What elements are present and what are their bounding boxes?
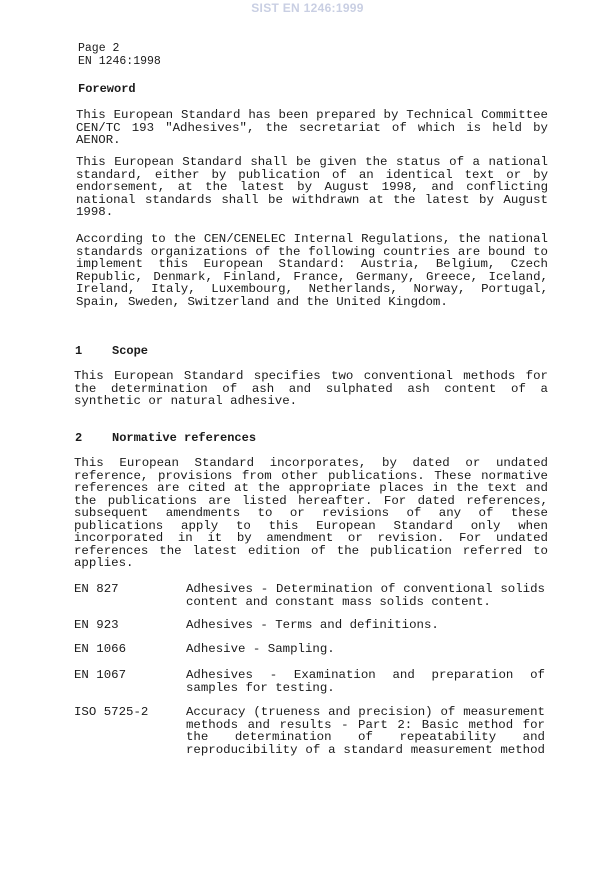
reference-code: ISO 5725-2 — [74, 705, 149, 719]
foreword-paragraph-3: According to the CEN/CENELEC Internal Regulations, the national standards organizations of the following countries are bound to implement this European Standard: Austria, Belgium, Czech Republic, Denmark, Finland, France, Germany, Greece, Iceland, Ireland, Italy, Luxembourg, Netherlands, Norway, Portugal, Spain, Sweden, Switzerland and the United Kingdom. — [76, 232, 548, 309]
watermark: SIST EN 1246:1999 — [251, 1, 364, 15]
reference-code: EN 1067 — [74, 668, 127, 682]
document-id: EN 1246:1998 — [78, 55, 161, 68]
foreword-paragraph-2: This European Standard shall be given the status of a national standard, either by publication of an identical text or by endorsement, at the latest by August 1998, and conflicting national standards shall be withdrawn at the latest by August 1998. — [76, 155, 548, 219]
reference-title: Adhesives - Examination and preparation of samples for testing. — [186, 668, 545, 695]
reference-title: Adhesives - Determination of conventional solids content and constant mass solids content. — [186, 582, 545, 609]
reference-code: EN 827 — [74, 582, 119, 596]
foreword-heading: Foreword — [78, 82, 136, 96]
scope-number: 1 — [75, 344, 83, 358]
scope-heading: Scope — [112, 344, 149, 358]
reference-title: Adhesive - Sampling. — [186, 642, 335, 656]
scope-text: This European Standard specifies two conventional methods for the determination of ash and sulphated ash content of a synthetic or natural adhesive. — [74, 369, 548, 408]
reference-code: EN 1066 — [74, 642, 127, 656]
normative-heading: Normative references — [112, 431, 257, 445]
normative-number: 2 — [75, 431, 83, 445]
page-number: Page 2 — [78, 42, 120, 55]
normative-text: This European Standard incorporates, by dated or undated reference, provisions from other publications. These normative references are cited at the appropriate places in the text and the publications are listed hereafter. For dated references, subsequent amendments to or revisions of any of these publications apply to this European Standard only when incorporated in it by amendment or revision. For undated references the latest edition of the publication referred to applies. — [74, 456, 548, 570]
reference-title: Adhesives - Terms and definitions. — [186, 618, 439, 632]
foreword-paragraph-1: This European Standard has been prepared by Technical Committee CEN/TC 193 "Adhesives", the secretariat of which is held by AENOR. — [76, 108, 548, 147]
reference-title: Accuracy (trueness and precision) of measurement methods and results - Part 2: Basic method for the determination of repeatability and reproducibility of a standard measurement method — [186, 705, 545, 757]
reference-code: EN 923 — [74, 618, 119, 632]
